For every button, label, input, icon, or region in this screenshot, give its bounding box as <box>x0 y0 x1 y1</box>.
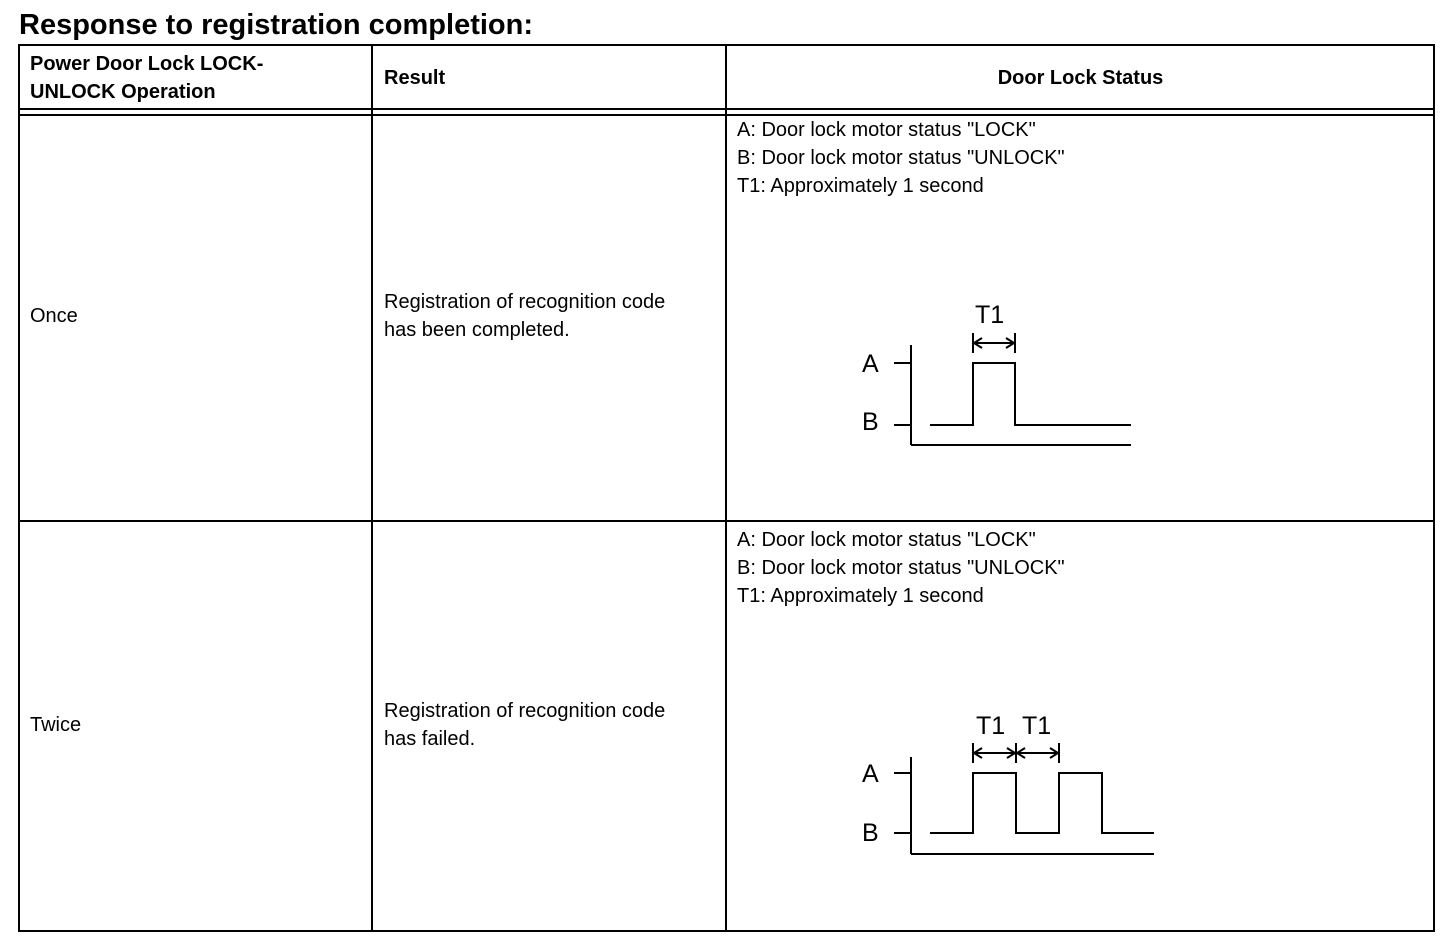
row-1-legend-t1: T1: Approximately 1 second <box>737 175 984 197</box>
header-door-lock-status: Door Lock Status <box>997 67 1164 89</box>
row-2-interval-label-2: T1 <box>1022 712 1052 740</box>
row-2-result-line2: has failed. <box>384 728 476 750</box>
row-1-result-line1: Registration of recognition code <box>384 291 666 313</box>
row-1-result <box>384 288 665 344</box>
header-result: Result <box>384 67 446 89</box>
row-1-interval-label: T1 <box>975 301 1005 329</box>
row-2-legend-a: A: Door lock motor status "LOCK" <box>737 529 1036 551</box>
row-2-legend-b: B: Door lock motor status "UNLOCK" <box>737 557 1065 579</box>
row-1-timing-diagram <box>850 295 1150 455</box>
row-1-result-line2: has been completed. <box>384 319 570 341</box>
row-2-operation: Twice <box>30 714 82 736</box>
row-1-level-b-label: B <box>862 408 879 436</box>
row-2-legend <box>737 526 1065 610</box>
row-2-result <box>384 697 665 753</box>
row-1-legend-b: B: Door lock motor status "UNLOCK" <box>737 147 1065 169</box>
row-2-level-a-label: A <box>862 760 879 788</box>
row-2-legend-t1: T1: Approximately 1 second <box>737 585 984 607</box>
header-operation-line1: Power Door Lock LOCK- <box>30 53 264 75</box>
row-1-legend <box>737 116 1065 200</box>
header-operation-line2: UNLOCK Operation <box>30 81 216 103</box>
row-2-level-b-label: B <box>862 819 879 847</box>
header-operation <box>30 50 263 106</box>
row-2-waveform <box>930 773 1154 833</box>
page-title: Response to registration completion: <box>19 9 533 41</box>
row-2-interval-label-1: T1 <box>976 712 1006 740</box>
row-1-level-a-label: A <box>862 350 879 378</box>
row-1-operation: Once <box>30 305 78 327</box>
row-2-timing-diagram <box>850 705 1170 865</box>
row-2-result-line1: Registration of recognition code <box>384 700 666 722</box>
row-1-legend-a: A: Door lock motor status "LOCK" <box>737 119 1036 141</box>
row-1-waveform <box>930 363 1131 425</box>
